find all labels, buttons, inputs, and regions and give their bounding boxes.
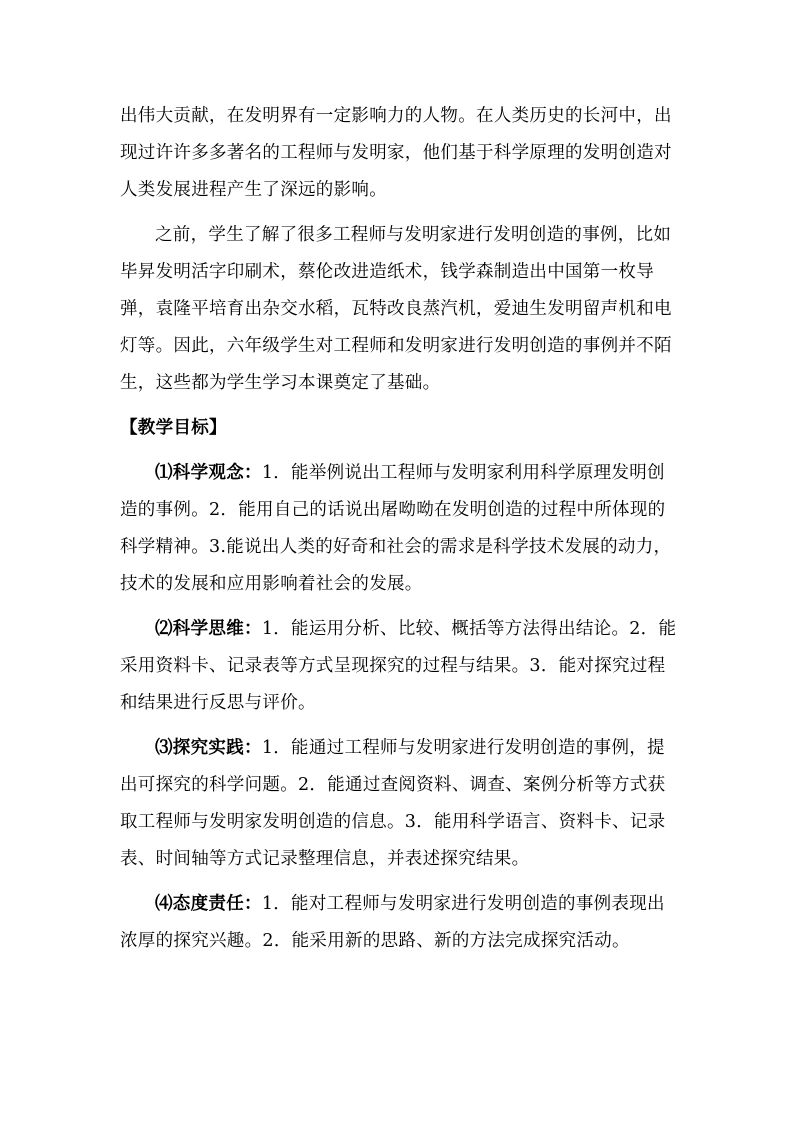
objective-inquiry-practice bbox=[120, 730, 682, 878]
objective-label: ⑴科学观念： bbox=[155, 463, 262, 483]
objective-attitude-responsibility bbox=[120, 886, 682, 960]
objective-text: 1．能运用分析、比较、概括等方法得出结论。2．能采用资料卡、记录表等方式呈现探究的过程与结果。3．能对探究过程和结果进行反思与评价。 bbox=[120, 619, 677, 713]
paragraph-student-background: 之前，学生了解了很多工程师与发明家进行发明创造的事例，比如毕昇发明活字印刷术，蔡伦改进造纸术，钱学森制造出中国第一枚导弹，袁隆平培育出杂交水稻，瓦特改良蒸汽机，爱迪生发明留声机和电灯等。因此，六年级学生对工程师和发明家进行发明创造的事例并不陌生，这些都为学生学习本课奠定了基础。 bbox=[120, 225, 672, 393]
paragraph-continued: 出伟大贡献，在发明界有一定影响力的人物。在人类历史的长河中，出现过许许多多著名的工程师与发明家，他们基于科学原理的发明创造对人类发展进程产生了深远的影响。 bbox=[120, 106, 672, 200]
objective-text: 1．能对工程师与发明家进行发明创造的事例表现出浓厚的探究兴趣。2．能采用新的思路、新的方法完成探究活动。 bbox=[120, 894, 665, 951]
objective-label: ⑵科学思维： bbox=[155, 619, 262, 639]
section-heading-teaching-goals: 【教学目标】 bbox=[120, 418, 227, 438]
objective-science-concept bbox=[120, 455, 682, 603]
document-body bbox=[120, 98, 682, 968]
objective-label: ⑷态度责任： bbox=[155, 894, 262, 914]
objective-science-thinking bbox=[120, 611, 682, 722]
objective-text: 1．能通过工程师与发明家进行发明创造的事例，提出可探究的科学问题。2．能通过查阅资料、调查、案例分析等方式获取工程师与发明家发明创造的信息。3．能用科学语言、资料卡、记录表、时间轴等方式记录整理信息，并表述探究结果。 bbox=[120, 738, 666, 869]
objective-label: ⑶探究实践： bbox=[155, 738, 262, 758]
objective-text: 1．能举例说出工程师与发明家利用科学原理发明创造的事例。2．能用自己的话说出屠呦呦在发明创造的过程中所体现的科学精神。3.能说出人类的好奇和社会的需求是科学技术发展的动力，技术的发展和应用影响着社会的发展。 bbox=[120, 463, 672, 594]
